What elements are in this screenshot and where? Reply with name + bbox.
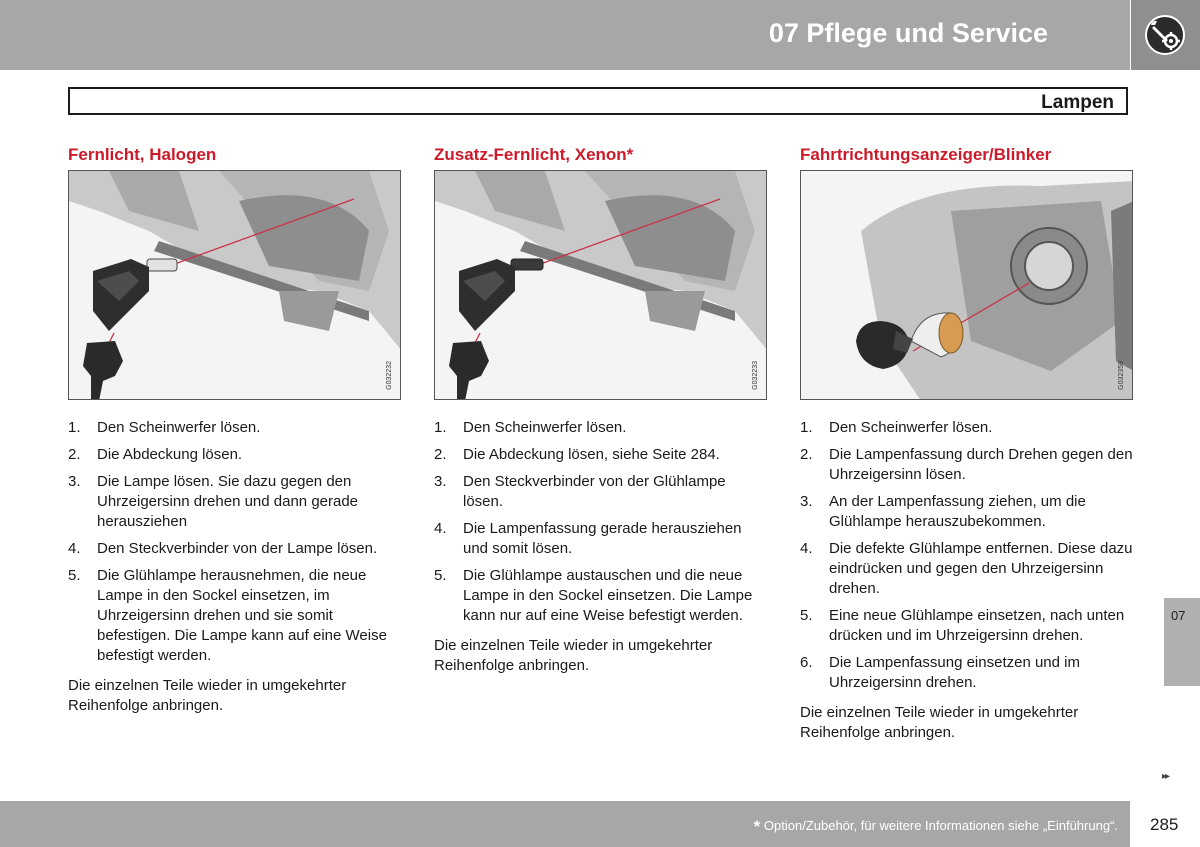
closing-note: Die einzelnen Teile wieder in umgekehrter Reihenfolge anbringen. — [434, 637, 713, 674]
step-text: Die Lampenfassung gerade herausziehen und somit lösen. — [463, 520, 742, 557]
list-item — [434, 472, 767, 512]
step-text: Die Lampenfassung durch Drehen gegen den Uhrzeigersinn lösen. — [829, 446, 1133, 483]
step-text: Die Glühlampe herausnehmen, die neue Lampe in den Sockel einsetzen, im Uhrzeigersinn drehen und sie somit befestigen. Die Lampe kann auf eine Weise befestigt werden. — [97, 567, 387, 664]
step-text: Die Lampenfassung einsetzen und im Uhrzeigersinn drehen. — [829, 654, 1080, 691]
list-item — [434, 418, 767, 438]
chapter-tab-label: 07 — [1171, 608, 1186, 623]
step-number: 2. — [434, 446, 447, 463]
chapter-title: 07 Pflege und Service — [768, 18, 1048, 48]
step-text: Den Steckverbinder von der Lampe lösen. — [97, 540, 378, 557]
wrench-gear-icon — [1144, 14, 1186, 56]
column-heading: Fahrtrichtungsanzeiger/Blinker — [800, 145, 1052, 164]
step-text: An der Lampenfassung ziehen, um die Glühlampe herauszubekommen. — [829, 493, 1086, 530]
list-item — [68, 418, 401, 438]
column-turn-signal — [800, 145, 1133, 743]
footer-band — [0, 801, 1130, 847]
step-number: 6. — [800, 654, 813, 671]
step-text: Die Abdeckung lösen. — [97, 446, 243, 463]
step-text: Die Abdeckung lösen, siehe Seite 284. — [463, 446, 720, 463]
list-item — [434, 519, 767, 559]
column-heading: Zusatz-Fernlicht, Xenon* — [434, 145, 634, 164]
chapter-icon-box — [1131, 0, 1200, 70]
figure-code: G032358 — [1118, 361, 1125, 390]
step-text: Die Glühlampe austauschen und die neue Lampe in den Sockel einsetzen. Die Lampe kann nur auf eine Weise befestigt werden. — [463, 567, 753, 624]
step-number: 5. — [800, 607, 813, 624]
header-band — [0, 0, 1130, 70]
step-number: 5. — [434, 567, 447, 584]
step-number: 3. — [68, 473, 81, 490]
steps-list — [434, 418, 767, 626]
turn-signal-bulb-illustration — [800, 170, 1133, 400]
chapter-tab — [1164, 598, 1200, 686]
list-item — [68, 445, 401, 465]
figure-code: G032232 — [386, 361, 393, 390]
section-label: Lampen — [1041, 92, 1114, 113]
closing-note: Die einzelnen Teile wieder in umgekehrter Reihenfolge anbringen. — [68, 677, 347, 714]
step-number: 4. — [800, 540, 813, 557]
list-item — [68, 566, 401, 666]
step-number: 1. — [434, 419, 447, 436]
footnote-star: * — [753, 817, 761, 836]
step-text: Den Steckverbinder von der Glühlampe lösen. — [463, 473, 726, 510]
xenon-bulb-illustration — [434, 170, 767, 400]
list-item — [68, 539, 401, 559]
footnote-text: Option/Zubehör, für weitere Informationen siehe „Einführung“. — [763, 818, 1118, 833]
column-heading: Fernlicht, Halogen — [68, 145, 217, 164]
halogen-bulb-illustration — [68, 170, 401, 400]
list-item — [800, 653, 1133, 693]
column-xenon-aux-high-beam — [434, 145, 767, 676]
step-number: 2. — [68, 446, 81, 463]
step-text: Eine neue Glühlampe einsetzen, nach unten drücken und im Uhrzeigersinn drehen. — [829, 607, 1125, 644]
step-number: 4. — [68, 540, 81, 557]
step-number: 3. — [434, 473, 447, 490]
step-number: 5. — [68, 567, 81, 584]
step-text: Die Lampe lösen. Sie dazu gegen den Uhrzeigersinn drehen und dann gerade herausziehen — [97, 473, 359, 530]
continue-arrows-icon: ▸▸ — [1162, 771, 1169, 782]
list-item — [434, 566, 767, 626]
column-halogen-high-beam — [68, 145, 401, 716]
list-item — [800, 418, 1133, 438]
step-text: Den Scheinwerfer lösen. — [97, 419, 261, 436]
section-bar — [68, 87, 1128, 115]
list-item — [800, 445, 1133, 485]
step-number: 1. — [68, 419, 81, 436]
steps-list — [800, 418, 1133, 693]
list-item — [800, 492, 1133, 532]
list-item — [434, 445, 767, 465]
step-number: 2. — [800, 446, 813, 463]
step-text: Den Scheinwerfer lösen. — [463, 419, 627, 436]
step-number: 3. — [800, 493, 813, 510]
list-item — [68, 472, 401, 532]
step-number: 4. — [434, 520, 447, 537]
page-number: 285 — [1150, 815, 1179, 834]
step-text: Die defekte Glühlampe entfernen. Diese dazu eindrücken und gegen den Uhrzeigersinn drehen. — [829, 540, 1133, 597]
list-item — [800, 539, 1133, 599]
footnote — [754, 817, 1118, 837]
figure-code: G032233 — [752, 361, 759, 390]
step-text: Den Scheinwerfer lösen. — [829, 419, 993, 436]
steps-list — [68, 418, 401, 666]
list-item — [800, 606, 1133, 646]
closing-note: Die einzelnen Teile wieder in umgekehrter Reihenfolge anbringen. — [800, 704, 1079, 741]
step-number: 1. — [800, 419, 813, 436]
